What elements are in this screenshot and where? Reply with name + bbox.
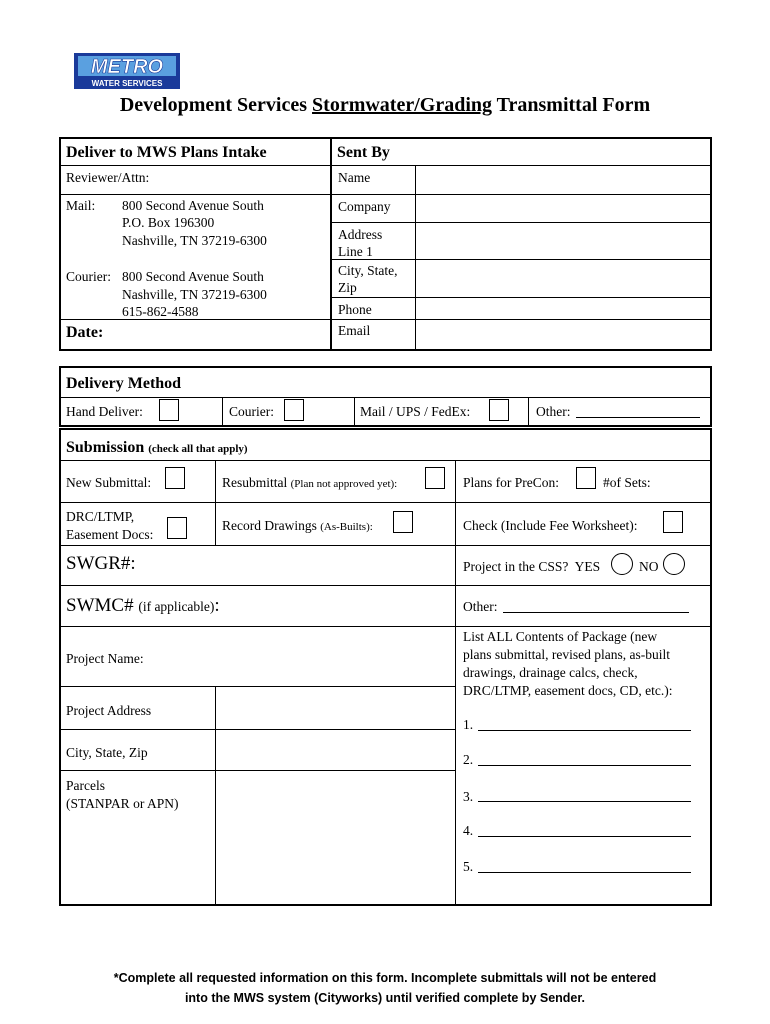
css-question: Project in the CSS? YES bbox=[463, 559, 601, 574]
new-submittal-checkbox[interactable] bbox=[165, 467, 185, 489]
content-item-field[interactable] bbox=[478, 765, 691, 766]
content-item-number: 2. bbox=[463, 752, 474, 767]
new-submittal-label: New Submittal: bbox=[66, 475, 152, 490]
sent-by-heading: Sent By bbox=[337, 144, 390, 161]
contents-line-2: plans submittal, revised plans, as-built bbox=[463, 647, 670, 662]
deliver-heading: Deliver to MWS Plans Intake bbox=[66, 144, 267, 161]
address-label-1: Address bbox=[338, 227, 383, 242]
courier-method-label: Courier: bbox=[229, 404, 274, 419]
date-label: Date: bbox=[66, 324, 104, 341]
content-item-field[interactable] bbox=[478, 801, 691, 802]
drc-label-2: Easement Docs: bbox=[66, 527, 154, 542]
submission-heading: Submission (check all that apply) bbox=[66, 439, 248, 456]
content-item-number: 5. bbox=[463, 859, 474, 874]
contents-line-3: drawings, drainage calcs, check, bbox=[463, 665, 638, 680]
form-title: Development Services Stormwater/Grading Transmittal Form bbox=[119, 94, 651, 116]
record-drawings-label: Record Drawings (As-Builts): bbox=[222, 518, 373, 533]
precon-checkbox[interactable] bbox=[576, 467, 596, 489]
project-address-label: Project Address bbox=[66, 703, 152, 718]
parcels-label-2: (STANPAR or APN) bbox=[66, 796, 179, 811]
css-no-radio[interactable] bbox=[663, 553, 685, 575]
content-item-field[interactable] bbox=[478, 872, 691, 873]
check-fee-label: Check (Include Fee Worksheet): bbox=[463, 518, 638, 533]
hand-deliver-label: Hand Deliver: bbox=[66, 404, 143, 419]
other-method-field[interactable] bbox=[576, 417, 700, 418]
name-label: Name bbox=[338, 170, 371, 185]
content-item-field[interactable] bbox=[478, 836, 691, 837]
logo-text: METRO bbox=[90, 56, 164, 78]
courier-line-1: 800 Second Avenue South bbox=[122, 269, 264, 284]
sets-label: #of Sets: bbox=[603, 475, 651, 490]
courier-line-3: 615-862-4588 bbox=[122, 304, 199, 319]
courier-line-2: Nashville, TN 37219-6300 bbox=[122, 287, 267, 302]
mail-checkbox[interactable] bbox=[489, 399, 509, 421]
mail-method-label: Mail / UPS / FedEx: bbox=[360, 404, 471, 419]
city-label-1: City, State, bbox=[338, 263, 398, 278]
drc-checkbox[interactable] bbox=[167, 517, 187, 539]
css-yes-radio[interactable] bbox=[611, 553, 633, 575]
email-label: Email bbox=[338, 323, 371, 338]
mail-line-1: 800 Second Avenue South bbox=[122, 198, 264, 213]
drc-label-1: DRC/LTMP, bbox=[66, 509, 135, 524]
phone-label: Phone bbox=[338, 302, 372, 317]
company-label: Company bbox=[338, 199, 391, 214]
content-item-field[interactable] bbox=[478, 730, 691, 731]
project-name-label: Project Name: bbox=[66, 651, 144, 666]
hand-deliver-checkbox[interactable] bbox=[159, 399, 179, 421]
css-no-label: NO bbox=[639, 559, 659, 574]
resubmittal-label: Resubmittal (Plan not approved yet): bbox=[222, 475, 398, 490]
contents-line-1: List ALL Contents of Package (new bbox=[463, 629, 658, 644]
courier-label: Courier: bbox=[66, 269, 111, 284]
check-fee-checkbox[interactable] bbox=[663, 511, 683, 533]
other-field[interactable] bbox=[503, 612, 689, 613]
content-item-number: 1. bbox=[463, 717, 474, 732]
address-label-2: Line 1 bbox=[338, 244, 373, 259]
other-method-label: Other: bbox=[536, 404, 571, 419]
resubmittal-checkbox[interactable] bbox=[425, 467, 445, 489]
other-label: Other: bbox=[463, 599, 498, 614]
delivery-heading: Delivery Method bbox=[66, 375, 182, 392]
swmc-label: SWMC# (if applicable): bbox=[66, 595, 220, 616]
footer-note: *Complete all requested information on this form. Incomplete submittals will not be entered into the MWS system (Cityworks) until verified complete by Sender. bbox=[113, 971, 657, 1005]
content-item-number: 4. bbox=[463, 823, 474, 838]
mail-line-3: Nashville, TN 37219-6300 bbox=[122, 233, 267, 248]
swgr-label: SWGR#: bbox=[66, 553, 136, 574]
parcels-label-1: Parcels bbox=[66, 778, 105, 793]
content-item-number: 3. bbox=[463, 789, 474, 804]
city-state-zip-label: City, State, Zip bbox=[66, 745, 148, 760]
city-label-2: Zip bbox=[338, 280, 357, 295]
contents-line-4: DRC/LTMP, easement docs, CD, etc.): bbox=[463, 683, 673, 698]
courier-checkbox[interactable] bbox=[284, 399, 304, 421]
record-drawings-checkbox[interactable] bbox=[393, 511, 413, 533]
logo-subtext: WATER SERVICES bbox=[91, 79, 163, 88]
mail-line-2: P.O. Box 196300 bbox=[122, 215, 215, 230]
reviewer-label: Reviewer/Attn: bbox=[66, 170, 150, 185]
mail-label: Mail: bbox=[66, 198, 96, 213]
precon-label: Plans for PreCon: bbox=[463, 475, 559, 490]
metro-logo bbox=[72, 50, 182, 92]
